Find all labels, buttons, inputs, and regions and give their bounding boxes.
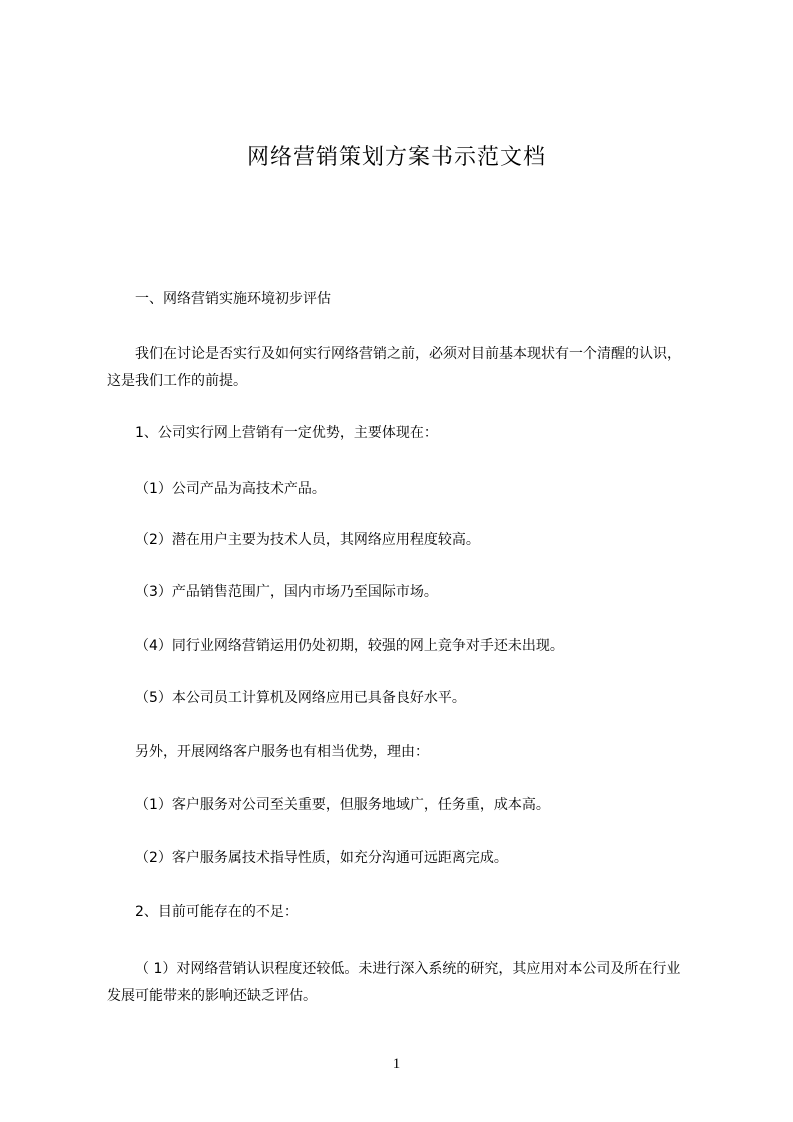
list-item: （4）同行业网络营销运用仍处初期，较强的网上竞争对手还未出现。	[135, 638, 564, 654]
paragraph: 另外，开展网络客户服务也有相当优势，理由：	[135, 744, 429, 760]
list-item: （5）本公司员工计算机及网络应用已具备良好水平。	[135, 690, 466, 706]
list-item: （ 1）对网络营销认识程度还较低。未进行深入系统的研究，其应用对本公司及所在行业发展可能带来的影响还缺乏评估。	[107, 961, 681, 1004]
document-title: 网络营销策划方案书示范文档	[246, 145, 546, 170]
subsection-heading: 2、目前可能存在的不足：	[135, 904, 298, 920]
paragraph-intro: 我们在讨论是否实行及如何实行网络营销之前，必须对目前基本现状有一个清醒的认识，这是我们工作的前提。	[107, 346, 681, 389]
list-item: （2）潜在用户主要为技术人员，其网络应用程度较高。	[135, 532, 480, 548]
list-item: （3）产品销售范围广，国内市场乃至国际市场。	[135, 584, 438, 600]
section-heading: 一、网络营销实施环境初步评估	[135, 291, 331, 307]
page-number: 1	[392, 1056, 401, 1072]
subsection-heading: 1、公司实行网上营销有一定优势，主要体现在：	[135, 425, 438, 441]
list-item: （1）公司产品为高技术产品。	[135, 481, 326, 497]
list-item: （1）客户服务对公司至关重要，但服务地域广，任务重，成本高。	[135, 797, 550, 813]
list-item: （2）客户服务属技术指导性质，如充分沟通可远距离完成。	[135, 850, 508, 866]
